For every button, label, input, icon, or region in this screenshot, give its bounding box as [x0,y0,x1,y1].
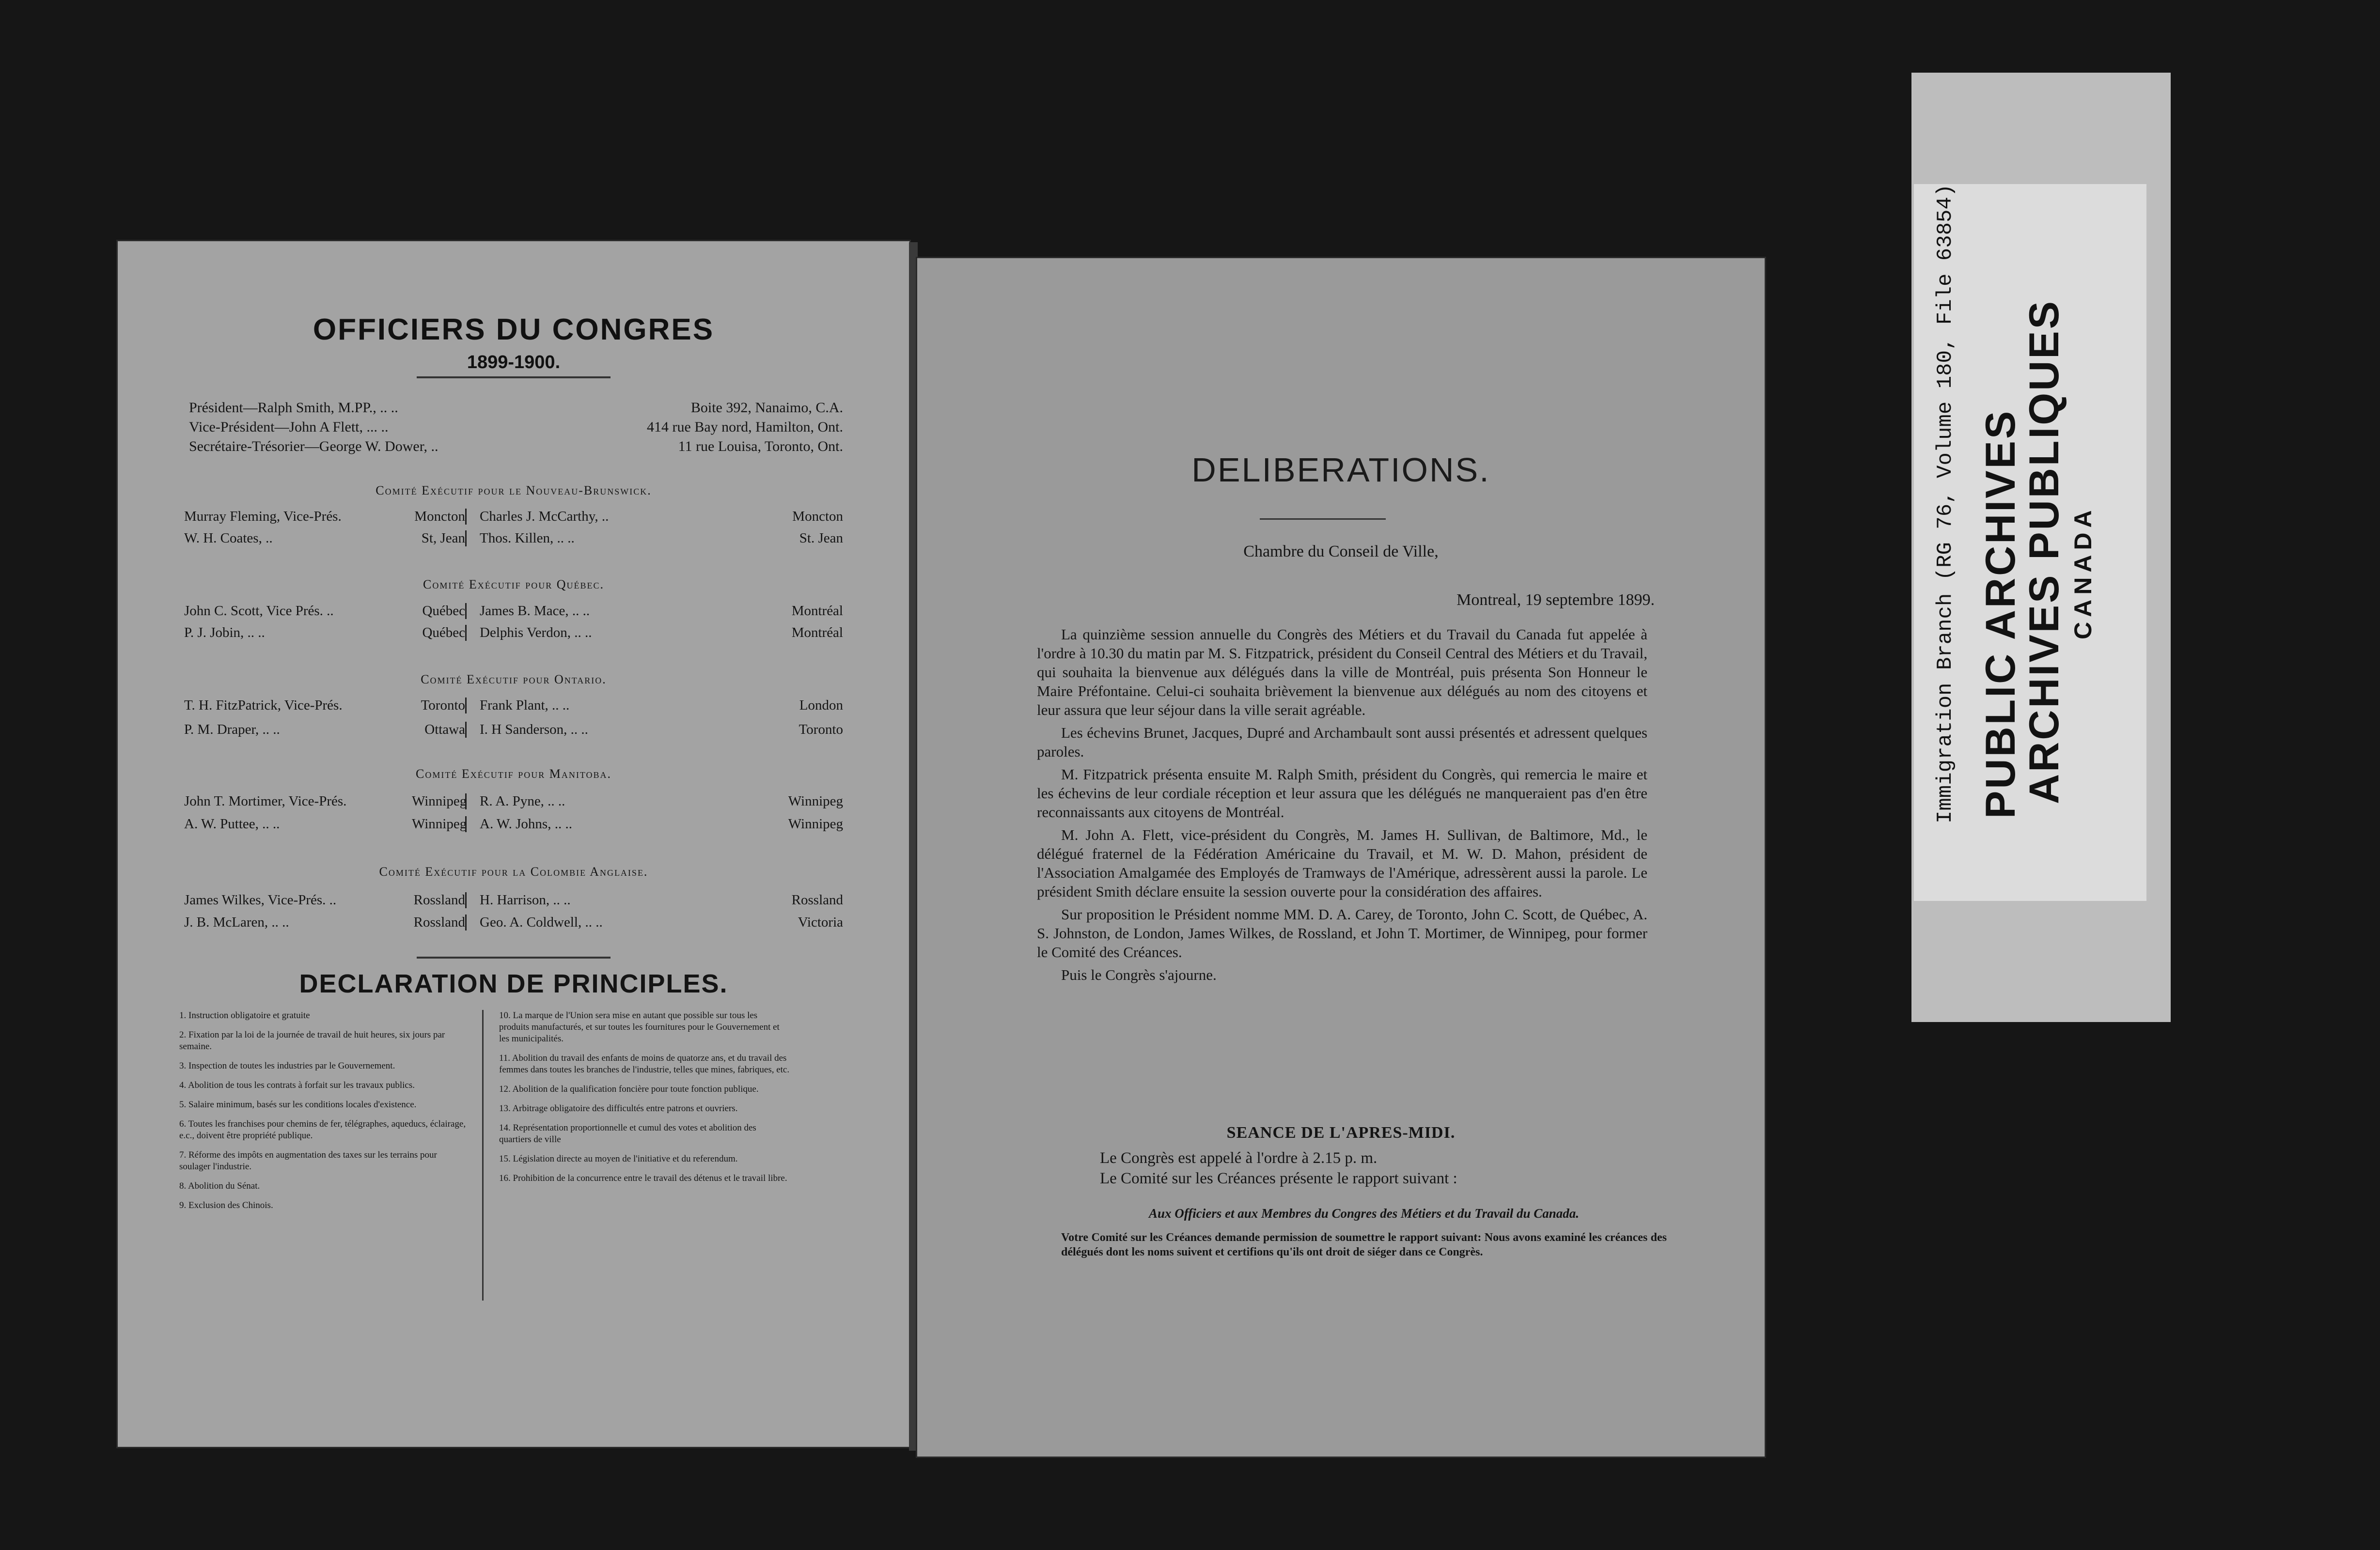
principle-item: 15. Législation directe au moyen de l'initiative et du referendum. [499,1154,738,1164]
member-city: Rossland [413,914,465,930]
title-rule [1260,518,1386,520]
member-city: Montréal [791,625,843,640]
member-city: Montréal [791,603,843,619]
member-name: T. H. FitzPatrick, Vice-Prés. [184,698,343,713]
member-city: Québec [422,625,465,640]
principle-item: 4. Abolition de tous les contrats à forfait sur les travaux publics. [179,1080,415,1090]
member-city: London [799,698,843,713]
principle-item: 3. Inspection de toutes les industries par le Gouvernement. [179,1061,395,1071]
member-name: James Wilkes, Vice-Prés. .. [184,892,337,908]
member-city: St. Jean [799,530,843,546]
minutes-paragraph: M. John A. Flett, vice-président du Congrès, M. James H. Sullivan, de Baltimore, Md., le délégué fraternel de la Fédération Américaine du Travail, et M. W. D. Mahon, président de l'Association Amalgamée des Employés de Tramways de l'Amérique, adressèrent aussi la parole. Le président Smith déclare ensuite la session ouverte pour la considération des affaires. [1037,826,1647,900]
officer-role: Secrétaire-Trésorier—George W. Dower, .. [189,438,438,454]
principles-left-column [179,1010,470,1219]
column-separator [465,603,480,619]
member-name: R. A. Pyne, .. .. [480,793,565,809]
minutes-paragraph: Puis le Congrès s'ajourne. [1061,966,1217,983]
principle-item: 12. Abolition de la qualification foncière pour toute fonction publique. [499,1084,759,1094]
committee-title: Comité Exécutif pour Ontario. [421,672,607,686]
report-address: Aux Officiers et aux Membres du Congres des Métiers et du Travail du Canada. [1148,1206,1580,1221]
member-city: Ottawa [424,722,465,737]
member-name: Frank Plant, .. .. [480,698,570,713]
member-name: Charles J. McCarthy, .. [480,509,609,524]
column-separator [465,892,480,908]
declaration-title: DECLARATION DE PRINCIPLES. [299,969,728,998]
officers-title: OFFICIERS DU CONGRES [313,313,715,346]
committee-row [184,914,843,930]
member-city: St, Jean [421,530,465,546]
afternoon-lines [1100,1148,1681,1189]
principle-item: 6. Toutes les franchises pour chemins de fer, télégraphes, aqueducs, éclairage, e.c., doivent être propriété publique. [179,1119,466,1141]
archive-stamp-line1: PUBLIC ARCHIVES [1977,409,2024,819]
committee-title: Comité Exécutif pour Québec. [423,577,604,591]
principle-item: 8. Abolition du Sénat. [179,1181,260,1191]
committee-row [184,793,843,809]
committee-row [184,509,843,525]
officer-row [189,400,843,416]
member-city: Winnipeg [788,793,843,809]
member-city: Rossland [413,892,465,908]
principle-item: 14. Représentation proportionnelle et cumul des votes et abolition des quartiers de ville [499,1123,756,1145]
column-separator [465,509,480,525]
minutes-paragraph: Les échevins Brunet, Jacques, Dupré and Archambault sont aussi présentés et adressent quelques paroles. [1037,724,1647,760]
column-separator [465,816,480,832]
principle-item: 13. Arbitrage obligatoire des difficultés entre patrons et ouvriers. [499,1103,738,1114]
member-name: J. B. McLaren, .. .. [184,914,289,930]
member-name: Delphis Verdon, .. .. [480,625,592,640]
date-line: Montreal, 19 septembre 1899. [1456,591,1655,609]
committee-row [184,603,843,619]
left-page [116,240,911,1448]
committee-row [184,892,843,908]
title-rule [417,376,611,378]
member-name: James B. Mace, .. .. [480,603,590,619]
member-name: A. W. Johns, .. .. [480,816,572,832]
principle-item: 10. La marque de l'Union sera mise en autant que possible sur tous les produits manufacturés, et sur toutes les fournitures pour le Gouvernement et les municipalités. [499,1010,780,1044]
report-text: Votre Comité sur les Créances demande permission de soumettre le rapport suivant: Nous avons examiné les créances des délégués dont les noms suivent et certifions qu'ils ont droit de siéger dans ce Congrès. [1061,1231,1667,1258]
committee-row [184,625,843,641]
member-name: W. H. Coates, .. [184,530,273,546]
member-city: Winnipeg [412,793,467,809]
member-name: Thos. Killen, .. .. [480,530,575,546]
committee-title: Comité Exécutif pour la Colombie Anglaise. [379,865,648,879]
officer-address: Boite 392, Nanaimo, C.A. [690,400,843,416]
officer-row [189,419,843,435]
member-name: H. Harrison, .. .. [480,892,571,908]
committee-row [184,722,843,738]
member-name: I. H Sanderson, .. .. [480,722,588,737]
principles-divider [482,1010,484,1301]
member-name: John C. Scott, Vice Prés. .. [184,603,334,619]
seance-title: SEANCE DE L'APRES-MIDI. [1226,1124,1456,1142]
officer-address: 11 rue Louisa, Toronto, Ont. [678,438,843,454]
principle-item: 7. Réforme des impôts en augmentation des taxes sur les terrains pour soulager l'industrie. [179,1150,437,1172]
member-name: Geo. A. Coldwell, .. .. [480,914,603,930]
member-city: Winnipeg [788,816,843,832]
column-separator [465,722,480,738]
member-name: A. W. Puttee, .. .. [184,816,280,832]
committee-title: Comité Exécutif pour Manitoba. [415,767,611,781]
principle-item: 16. Prohibition de la concurrence entre le travail des détenus et le travail libre. [499,1173,787,1183]
member-city: Toronto [421,698,465,713]
committee-row [184,816,843,832]
column-separator [465,530,480,546]
principles-right-column [499,1010,790,1192]
member-name: Murray Fleming, Vice-Prés. [184,509,342,524]
section-rule [417,957,611,959]
officer-role: Vice-Président—John A Flett, ... .. [189,419,389,435]
minutes-paragraph: M. Fitzpatrick présenta ensuite M. Ralph Smith, président du Congrès, qui remercia le maire et les échevins de leur cordiale réception et leur assura que les délégués ne manqueraient pas d'en être reconnaissants aux citoyens de Montréal. [1037,766,1647,821]
minutes-paragraph: La quinzième session annuelle du Congrès des Métiers et du Travail du Canada fut appelée à l'ordre à 10.30 du matin par M. S. Fitzpatrick, président du Conseil Central des Métiers et du Travail, qui souhaita la bienvenue aux délégués dans la ville de Montréal, puis présenta Son Honneur le Maire Préfontaine. Celui-ci souhaita brièvement la bienvenue aux délégués au nom des citoyens et leur assura que leur séjour dans la ville serait agréable. [1037,626,1647,718]
principle-item: 2. Fixation par la loi de la journée de travail de huit heures, six jours par semaine. [179,1030,445,1052]
column-separator [465,914,480,930]
officer-address: 414 rue Bay nord, Hamilton, Ont. [647,419,843,435]
principle-item: 5. Salaire minimum, basés sur les conditions locales d'existence. [179,1100,417,1110]
member-city: Moncton [792,509,843,524]
member-city: Rossland [791,892,843,908]
right-page [916,257,1766,1458]
archive-stamp-line2: ARCHIVES PUBLIQUES [2021,299,2067,804]
place-line: Chambre du Conseil de Ville, [1243,542,1439,560]
member-city: Moncton [414,509,465,524]
officer-row [189,438,843,455]
committee-row [184,698,843,713]
officers-years: 1899-1900. [467,352,561,372]
member-name: P. M. Draper, .. .. [184,722,280,737]
column-separator [465,793,480,809]
afternoon-line: Le Congrès est appelé à l'ordre à 2.15 p. m. [1100,1149,1378,1167]
member-city: Victoria [798,914,843,930]
committee-title: Comité Exécutif pour le Nouveau-Brunswick. [376,483,652,497]
officer-role: Président—Ralph Smith, M.PP., .. .. [189,400,398,416]
deliberations-title: DELIBERATIONS. [1191,451,1490,489]
minutes-body [1037,625,1647,988]
afternoon-line: Le Comité sur les Créances présente le rapport suivant : [1100,1170,1457,1187]
member-city: Winnipeg [412,816,467,832]
principle-item: 11. Abolition du travail des enfants de moins de quatorze ans, et du travail des femmes dans toutes les branches de l'industrie, telles que mines, fabriques, etc. [499,1053,790,1075]
member-city: Québec [422,603,465,619]
archive-file-reference: Immigration Branch (RG 76, Volume 180, File 63854) [1933,184,1957,823]
member-name: John T. Mortimer, Vice-Prés. [184,793,347,809]
principle-item: 1. Instruction obligatoire et gratuite [179,1010,310,1021]
principle-item: 9. Exclusion des Chinois. [179,1200,273,1210]
member-name: P. J. Jobin, .. .. [184,625,265,640]
minutes-paragraph: Sur proposition le Président nomme MM. D. A. Carey, de Toronto, John C. Scott, de Québec, A. S. Johnston, de London, James Wilkes, de Rossland, et John T. Mortimer, de Winnipeg, pour former le Comité des Créances. [1037,906,1647,961]
archive-stamp-line3: CANADA [2069,505,2097,639]
column-separator [465,625,480,641]
member-city: Toronto [799,722,843,737]
committee-row [184,530,843,546]
column-separator [465,698,480,713]
